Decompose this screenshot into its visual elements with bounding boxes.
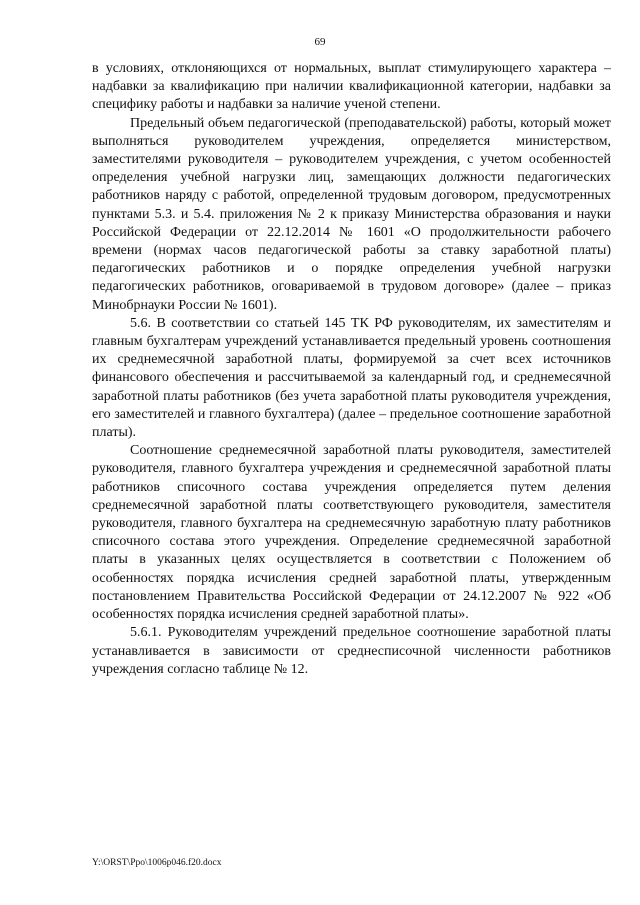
paragraph-continuation: в условиях, отклоняющихся от нормальных, выплат стимулирующего характера – надбавки за квалификацию при наличии квалификационной категории, надбавки за специфику работы и надбавки за наличие ученой степени. — [92, 61, 611, 113]
document-body — [92, 60, 611, 679]
paragraph-salary-ratio: Соотношение среднемесячной заработной платы руководителя, заместителей руководителя, главного бухгалтера учреждения и среднемесячной заработной платы работников списочного состава учреждения определяется путем деления среднемесячной заработной платы соответствующего руководителя, заместителя руководителя, главного бухгалтера на среднемесячную заработную плату работников списочного состава этого учреждения. Определение среднемесячной заработной платы в указанных целях осуществляется в соответствии с Положением об особенностях порядка исчисления средней заработной платы, утвержденным постановлением Правительства Российской Федерации от 24.12.2007 № 922 «Об особенностях порядка исчисления средней заработной платы». — [92, 443, 611, 623]
paragraph-5-6: 5.6. В соответствии со статьей 145 ТК РФ руководителям, их заместителям и главным бухгалтерам учреждений устанавливается предельный уровень соотношения их среднемесячной заработной платы, формируемой за счет всех источников финансового обеспечения и рассчитываемой за календарный год, и среднемесячной заработной платы работников (без учета заработной платы руководителя учреждения, его заместителей и главного бухгалтера) (далее – предельное соотношение заработной платы). — [92, 315, 611, 441]
paragraph-teaching-load: Предельный объем педагогической (преподавательской) работы, который может выполняться руководителем учреждения, определяется министерством, заместителями руководителя – руководителем учреждения, с учетом особенностей определения учебной нагрузки лиц, замещающих должности педагогических работников наряду с работой, определенной трудовым договором, предусмотренных пунктами 5.3. и 5.4. приложения № 2 к приказу Министерства образования и науки Российской Федерации от 22.12.2014 № 1601 «О продолжительности рабочего времени (нормах часов педагогической работы за ставку заработной платы) педагогических работников и о порядке определения учебной нагрузки педагогических работников, оговариваемой в трудовом договоре» (далее – приказ Минобрнауки России № 1601). — [92, 115, 611, 313]
page-number: 69 — [314, 36, 326, 48]
paragraph-5-6-1: 5.6.1. Руководителям учреждений предельное соотношение заработной платы устанавливается в зависимости от среднесписочной численности работников учреждения согласно таблице № 12. — [92, 625, 611, 677]
file-path-footer: Y:\ORST\Ppo\1006p046.f20.docx — [92, 858, 222, 868]
